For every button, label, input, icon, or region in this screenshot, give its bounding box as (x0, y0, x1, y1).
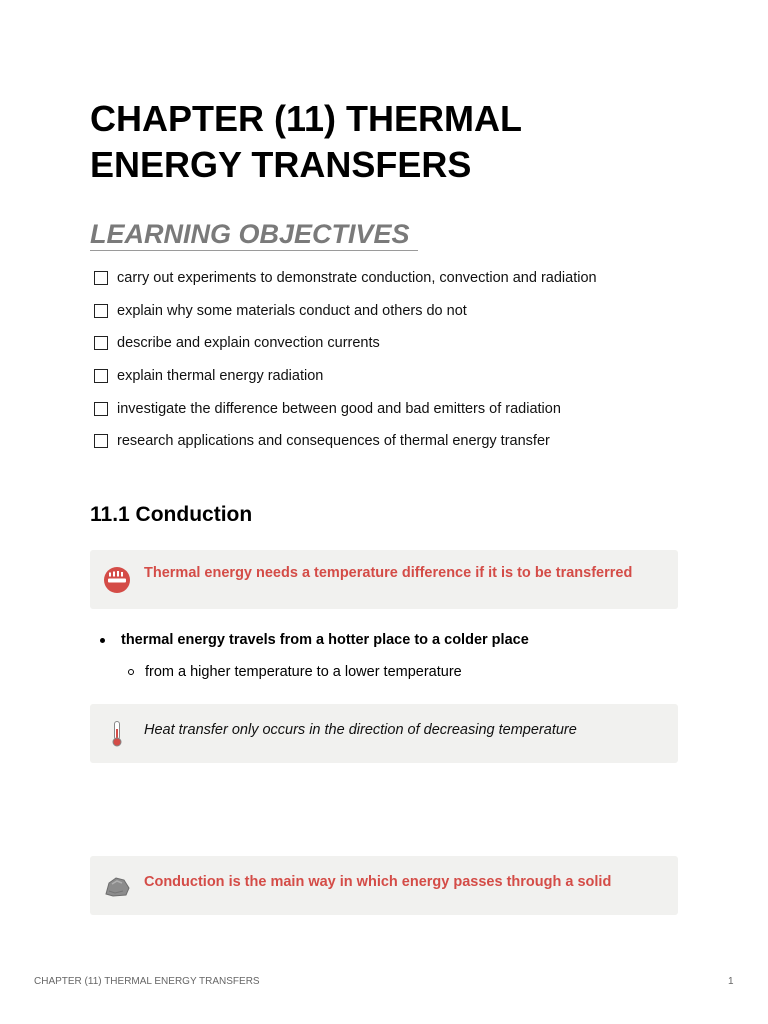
objective-item (94, 262, 694, 295)
callout-heat-direction (90, 704, 678, 763)
objective-text: describe and explain convection currents (117, 335, 380, 352)
callout-text: Conduction is the main way in which energy passes through a solid (144, 873, 612, 890)
objective-item (94, 327, 694, 360)
objective-item (94, 295, 694, 328)
bullet-dot (100, 638, 105, 643)
objective-text: investigate the difference between good and bad emitters of radiation (117, 400, 561, 417)
objective-item (94, 392, 694, 425)
objective-item (94, 425, 694, 458)
rock-icon (90, 856, 144, 915)
page-number: 1 (728, 976, 734, 987)
sub-bullet-text: from a higher temperature to a lower temperature (145, 664, 462, 680)
section-heading-conduction: 11.1 Conduction (90, 503, 253, 526)
page-title-line-2: ENERGY TRANSFERS (90, 144, 472, 185)
list-item (100, 629, 680, 651)
bullet-list (100, 629, 680, 683)
callout-conduction-solid (90, 856, 678, 915)
objective-text: research applications and consequences of thermal energy transfer (117, 433, 550, 450)
callout-temperature-difference (90, 550, 678, 609)
callout-text: Heat transfer only occurs in the direction of decreasing temperature (144, 721, 577, 738)
objective-text: explain why some materials conduct and others do not (117, 302, 467, 319)
thermometer-icon (90, 704, 144, 763)
bullet-text: thermal energy travels from a hotter place to a colder place (121, 632, 529, 648)
objective-text: carry out experiments to demonstrate conduction, convection and radiation (117, 270, 597, 287)
page-title-line-1: CHAPTER (11) THERMAL (90, 98, 523, 139)
callout-text: Thermal energy needs a temperature difference if it is to be transferred (144, 564, 633, 581)
footer-title: CHAPTER (11) THERMAL ENERGY TRANSFERS (34, 976, 260, 987)
objective-text: explain thermal energy radiation (117, 368, 324, 385)
checkbox[interactable] (94, 304, 108, 318)
sign-icon (90, 550, 144, 609)
objectives-list (94, 262, 694, 458)
checkbox[interactable] (94, 271, 108, 285)
learning-objectives-heading: LEARNING OBJECTIVES (90, 218, 418, 251)
checkbox[interactable] (94, 402, 108, 416)
objective-item (94, 360, 694, 393)
checkbox[interactable] (94, 336, 108, 350)
hollow-bullet-dot (128, 669, 134, 675)
checkbox[interactable] (94, 434, 108, 448)
page-title (90, 96, 690, 188)
checkbox[interactable] (94, 369, 108, 383)
sub-list-item (128, 661, 680, 683)
